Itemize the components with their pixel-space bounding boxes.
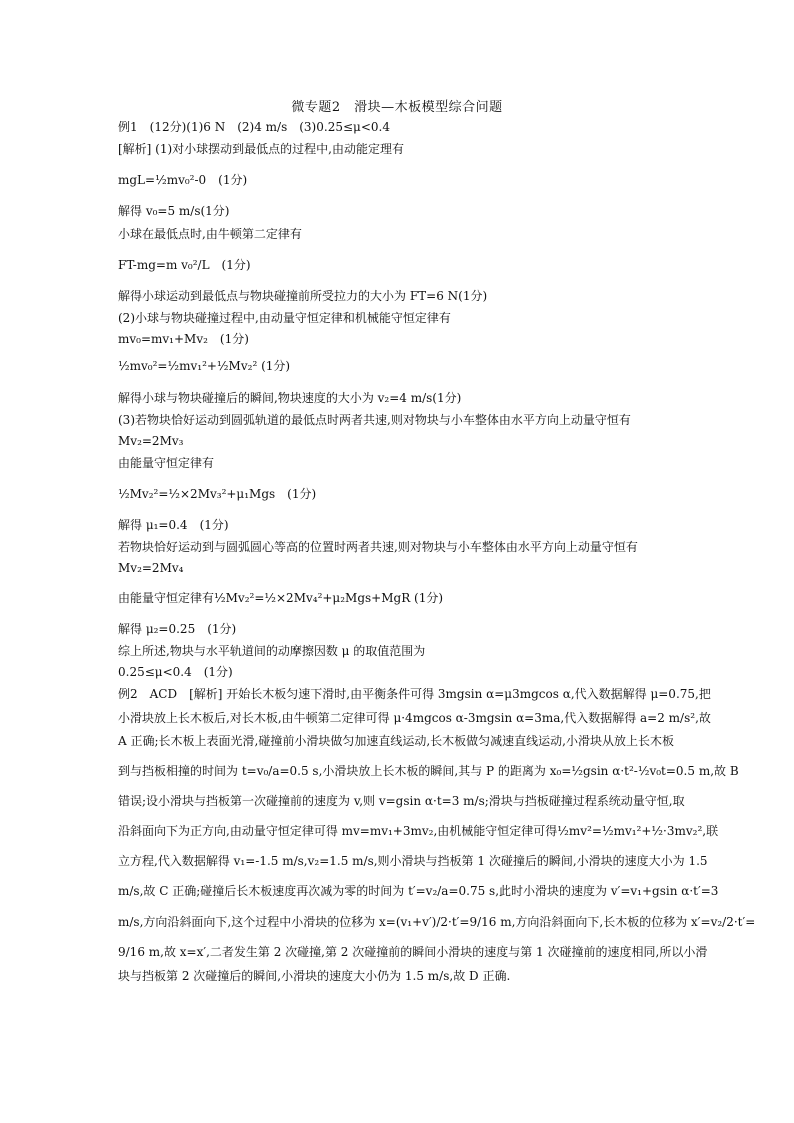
text-line: A 正确;长木板上表面光滑,碰撞前小滑块做匀加速直线运动,长木板做匀减速直线运动,小滑块从放上长木板 — [118, 734, 674, 748]
text-line: [解析] (1)对小球摆动到最低点的过程中,由动能定理有 — [118, 142, 404, 156]
text-line: 若物块恰好运动到与圆弧圆心等高的位置时两者共速,则对物块与小车整体由水平方向上动量守恒有 — [118, 540, 638, 554]
text-line: 错误;设小滑块与挡板第一次碰撞前的速度为 v,则 v=gsin α·t=3 m/s;滑块与挡板碰撞过程系统动量守恒,取 — [118, 794, 685, 808]
formula-line: Mv₂=2Mv₃ — [118, 434, 184, 448]
text-line: 9/16 m,故 x=x′,二者发生第 2 次碰撞,第 2 次碰撞前的瞬间小滑块的速度与第 1 次碰撞前的速度相同,所以小滑 — [118, 945, 708, 959]
formula-line: ½mv₀²=½mv₁²+½Mv₂² (1分) — [118, 359, 291, 373]
formula-line: mgL=½mv₀²-0 (1分) — [118, 173, 248, 187]
text-line: 到与挡板相撞的时间为 t=v₀/a=0.5 s,小滑块放上长木板的瞬间,其与 P 的距离为 x₀=½gsin α·t²-½v₀t=0.5 m,故 B — [118, 764, 739, 778]
formula-line: ½Mv₂²=½×2Mv₃²+μ₁Mgs (1分) — [118, 487, 317, 501]
text-line: (2)小球与物块碰撞过程中,由动量守恒定律和机械能守恒定律有 — [118, 311, 451, 325]
formula-line: mv₀=mv₁+Mv₂ (1分) — [118, 332, 249, 346]
text-line: 立方程,代入数据解得 v₁=-1.5 m/s,v₂=1.5 m/s,则小滑块与挡板第 1 次碰撞后的瞬间,小滑块的速度大小为 1.5 — [118, 854, 708, 868]
text-line: 小球在最低点时,由牛顿第二定律有 — [118, 227, 302, 241]
formula-line: 由能量守恒定律有½Mv₂²=½×2Mv₄²+μ₂Mgs+MgR (1分) — [118, 591, 444, 605]
text-line: 解得 v₀=5 m/s(1分) — [118, 204, 230, 218]
page-title: 微专题2 滑块—木板模型综合问题 — [291, 100, 503, 115]
text-line: 0.25≤μ<0.4 (1分) — [118, 665, 233, 679]
text-line: 解得小球与物块碰撞后的瞬间,物块速度的大小为 v₂=4 m/s(1分) — [118, 391, 462, 405]
text-line: 例1 (12分)(1)6 N (2)4 m/s (3)0.25≤μ<0.4 — [118, 120, 390, 134]
text-line: 块与挡板第 2 次碰撞后的瞬间,小滑块的速度大小仍为 1.5 m/s,故 D 正确. — [118, 969, 511, 983]
text-line: 沿斜面向下为正方向,由动量守恒定律可得 mv=mv₁+3mv₂,由机械能守恒定律可得½mv²=½mv₁²+½·3mv₂²,联 — [118, 824, 719, 838]
text-line: (3)若物块恰好运动到圆弧轨道的最低点时两者共速,则对物块与小车整体由水平方向上动量守恒有 — [118, 413, 631, 427]
text-line: 综上所述,物块与水平轨道间的动摩擦因数 μ 的取值范围为 — [118, 644, 426, 658]
text-line: 解得 μ₂=0.25 (1分) — [118, 622, 237, 636]
formula-line: FT-mg=m v₀²/L (1分) — [118, 258, 251, 272]
text-line: 例2 ACD [解析] 开始长木板匀速下滑时,由平衡条件可得 3mgsin α=μ3mgcos α,代入数据解得 μ=0.75,把 — [118, 687, 711, 701]
text-line: m/s,方向沿斜面向下,这个过程中小滑块的位移为 x=(v₁+v′)/2·t′=9/16 m,方向沿斜面向下,长木板的位移为 x′=v₂/2·t′= — [118, 915, 756, 929]
text-line: 由能量守恒定律有 — [118, 456, 215, 470]
formula-line: Mv₂=2Mv₄ — [118, 561, 184, 575]
text-line: m/s,故 C 正确;碰撞后长木板速度再次减为零的时间为 t′=v₂/a=0.75 s,此时小滑块的速度为 v′=v₁+gsin α·t′=3 — [118, 884, 719, 898]
text-line: 解得 μ₁=0.4 (1分) — [118, 518, 229, 532]
text-line: 小滑块放上长木板后,对长木板,由牛顿第二定律可得 μ·4mgcos α-3mgsin α=3ma,代入数据解得 a=2 m/s²,故 — [118, 711, 711, 725]
text-line: 解得小球运动到最低点与物块碰撞前所受拉力的大小为 FT=6 N(1分) — [118, 289, 488, 303]
